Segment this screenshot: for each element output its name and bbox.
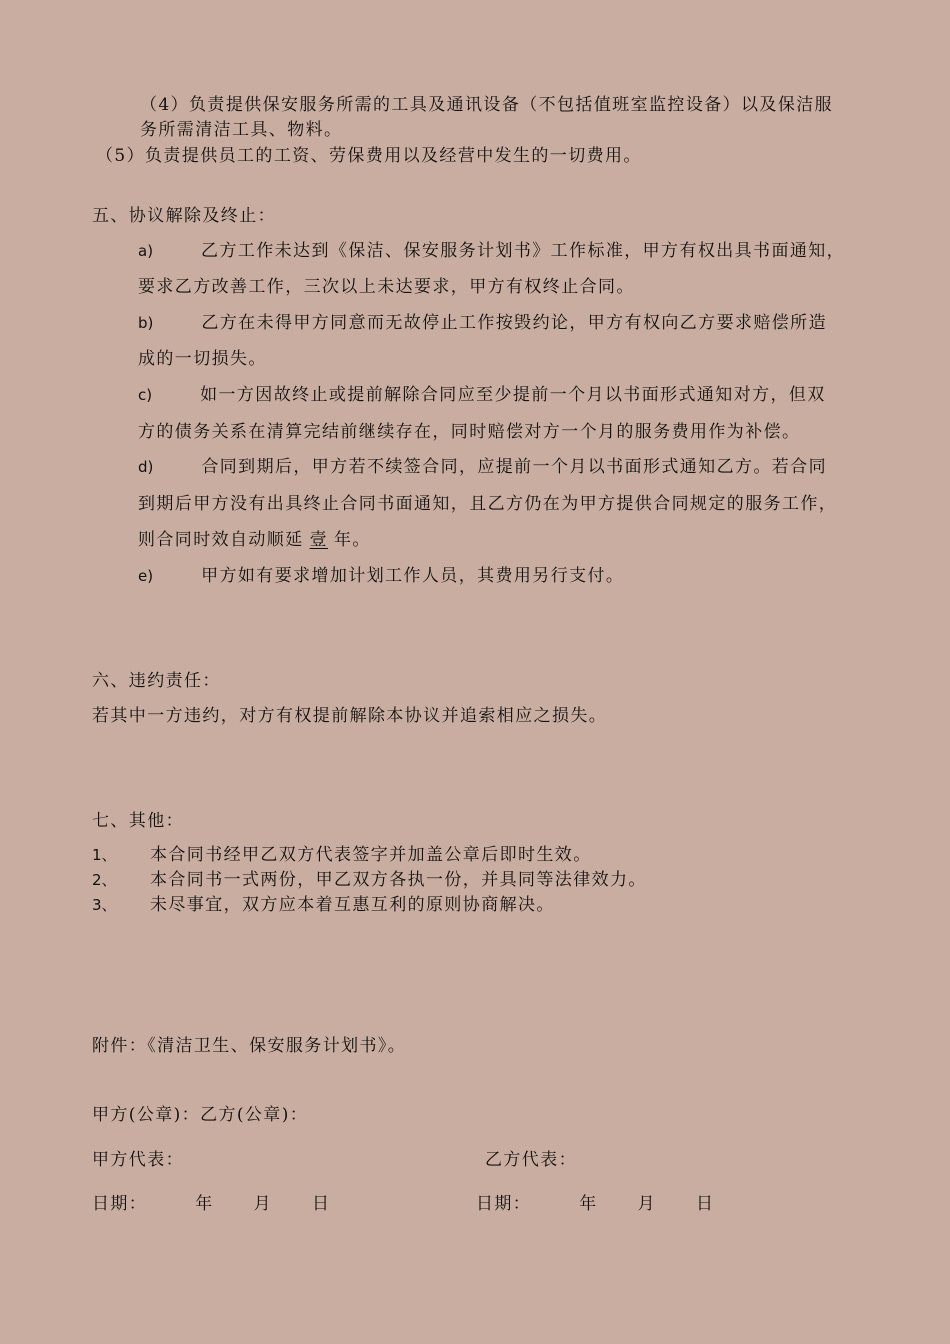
other-item-3-text: 未尽事宜，双方应本着互惠互利的原则协商解决。: [150, 895, 555, 915]
clause-b-marker: b): [138, 314, 154, 332]
clause-d-renewal-post: 年。: [334, 530, 371, 550]
party-a-date-year: 年: [195, 1194, 214, 1214]
clause-e-marker: e): [138, 567, 154, 585]
seal-line: 甲方(公章)：乙方(公章)：: [92, 1105, 309, 1125]
clause-a-marker: a): [138, 242, 154, 260]
renewal-term-value: 壹: [309, 530, 329, 550]
party-b-date-label: 日期：: [476, 1194, 532, 1214]
clause-d-line-2: 到期后甲方没有出具终止合同书面通知，且乙方仍在为甲方提供合同规定的服务工作，: [138, 494, 838, 514]
party-a-date-line: [92, 1193, 330, 1215]
other-item-2-text: 本合同书一式两份，甲乙双方各执一份，并具同等法律效力。: [150, 870, 647, 890]
clause-d-line-3: [138, 529, 371, 551]
clause-e-text: 甲方如有要求增加计划工作人员，其费用另行支付。: [201, 566, 625, 586]
party-a-date-label: 日期：: [92, 1194, 148, 1214]
item-5: （5）负责提供员工的工资、劳保费用以及经营中发生的一切费用。: [96, 146, 642, 166]
other-item-1-number: 1、: [92, 846, 117, 864]
clause-b-line-1: [138, 312, 827, 334]
other-item-2-number: 2、: [92, 871, 117, 889]
other-item-3-number: 3、: [92, 896, 117, 914]
clause-b-text: 乙方在未得甲方同意而无故停止工作按毁约论，甲方有权向乙方要求赔偿所造: [201, 313, 827, 333]
other-item-1-text: 本合同书经甲乙双方代表签字并加盖公章后即时生效。: [150, 845, 592, 865]
party-a-date-month: 月: [253, 1194, 273, 1214]
clause-d-renewal-pre: 则合同时效自动顺延: [138, 530, 304, 550]
clause-d-marker: d): [138, 458, 154, 476]
clause-b-line-2: 成的一切损失。: [138, 349, 267, 369]
section-5-heading: 五、协议解除及终止：: [92, 206, 276, 226]
item-4-line-1: （4）负责提供保安服务所需的工具及通讯设备（不包括值班室监控设备）以及保洁服: [140, 95, 834, 115]
clause-a-text: 乙方工作未达到《保洁、保安服务计划书》工作标准，甲方有权出具书面通知，: [201, 241, 846, 261]
party-b-date-line: [476, 1193, 714, 1215]
party-b-date-year: 年: [579, 1194, 598, 1214]
clause-c-line-2: 方的债务关系在清算完结前继续存在，同时赔偿对方一个月的服务费用作为补偿。: [138, 422, 801, 442]
party-a-date-day: 日: [312, 1194, 331, 1214]
clause-c-text: 如一方因故终止或提前解除合同应至少提前一个月以书面形式通知对方，但双: [200, 385, 826, 405]
party-b-date-month: 月: [637, 1194, 657, 1214]
party-a-representative-label: 甲方代表：: [92, 1150, 184, 1170]
clause-a-line-1: [138, 240, 845, 262]
party-b-date-day: 日: [696, 1194, 715, 1214]
clause-e-line-1: [138, 565, 624, 587]
clause-c-marker: c): [138, 386, 153, 404]
section-6-text: 若其中一方违约，对方有权提前解除本协议并追索相应之损失。: [92, 706, 608, 726]
clause-d-line-1: [138, 456, 827, 478]
item-4-line-2: 务所需清洁工具、物料。: [140, 120, 343, 140]
attachment-line: 附件：《清洁卫生、保安服务计划书》。: [92, 1036, 407, 1056]
clause-a-line-2: 要求乙方改善工作，三次以上未达要求，甲方有权终止合同。: [138, 277, 635, 297]
section-7-heading: 七、其他：: [92, 811, 184, 831]
section-6-heading: 六、违约责任：: [92, 671, 221, 691]
clause-d-text: 合同到期后，甲方若不续签合同，应提前一个月以书面形式通知乙方。若合同: [201, 457, 827, 477]
party-b-representative-label: 乙方代表：: [485, 1150, 577, 1170]
clause-c-line-1: [138, 384, 826, 406]
